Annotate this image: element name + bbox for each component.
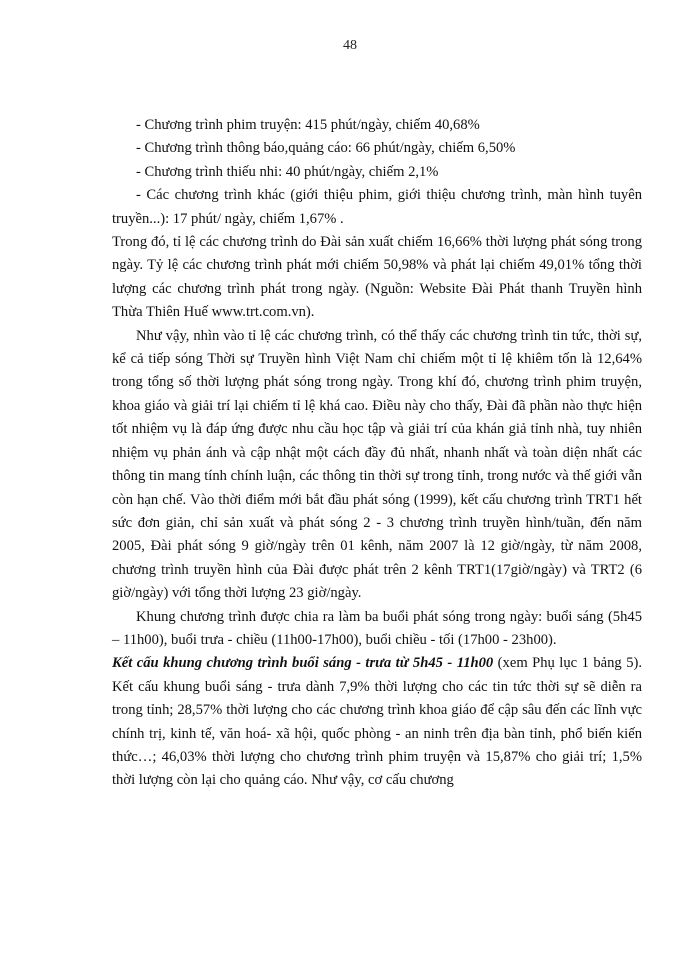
- paragraph-lead-heading: Kết cấu khung chương trình buổi sáng - trưa từ 5h45 - 11h00: [112, 655, 494, 672]
- paragraph-morning-structure: [112, 652, 642, 792]
- bullet-item: - Chương trình thông báo,quảng cáo: 66 phút/ngày, chiếm 6,50%: [136, 140, 516, 157]
- paragraph-body: (xem Phụ lục 1 bảng 5). Kết cấu khung buổi sáng - trưa dành 7,9% thời lượng cho các tin tức thời sự sẽ diễn ra trong tỉnh; 28,57% thời lượng cho các chương trình khoa giáo để cập sâu đến các lĩnh vực chính trị, kinh tế, văn hoá- xã hội, quốc phòng - an ninh trên địa bàn tỉnh, phổ biến kiến thức…; 46,03% thời lượng cho chương trình phim truyện và 15,87% cho giải trí; 1,5% thời lượng còn lại cho quảng cáo. Như vậy, cơ cấu chương: [112, 655, 642, 789]
- paragraph-analysis: Như vậy, nhìn vào tỉ lệ các chương trình, có thể thấy các chương trình tin tức, thời sự, kể cả tiếp sóng Thời sự Truyền hình Việt Nam chỉ chiếm một tỉ lệ khiêm tốn là 12,64% trong tổng số thời lượng phát sóng trong ngày. Trong khí đó, chương trình phim truyện, khoa giáo và giải trí lại chiếm tỉ lệ khá cao. Điều này cho thấy, Đài đã phần nào thực hiện tốt nhiệm vụ là đáp ứng được nhu cầu học tập và giải trí của khán giả tỉnh nhà, tuy nhiên nhiệm vụ phản ánh và cập nhật một cách đầy đủ nhất, nhanh nhất và toàn diện nhất các thông tin mang tính chính luận, các thông tin thời sự trong tỉnh, trong nước và thế giới vẫn còn hạn chế. Vào thời điểm mới bắt đầu phát sóng (1999), kết cấu chương trình TRT1 hết sức đơn giản, chỉ sản xuất và phát sóng 2 - 3 chương trình truyền hình/tuần, đến năm 2005, Đài phát sóng 9 giờ/ngày trên 01 kênh, năm 2007 là 12 giờ/ngày, từ năm 2008, chương trình truyền hình của Đài được phát trên 2 kênh TRT1(17giờ/ngày) và TRT2 (6 giờ/ngày) với tổng thời lượng 23 giờ/ngày.: [112, 327, 642, 602]
- paragraph-source: Trong đó, tỉ lệ các chương trình do Đài sản xuất chiếm 16,66% thời lượng phát sóng trong ngày. Tỷ lệ các chương trình phát mới chiếm 50,98% và phát lại chiếm 49,01% tổng thời lượng các chương trình phát trong ngày. (Nguồn: Website Đài Phát thanh Truyền hình Thừa Thiên Huế www.trt.com.vn).: [112, 234, 642, 321]
- bullet-item: - Chương trình thiếu nhi: 40 phút/ngày, chiếm 2,1%: [136, 163, 439, 180]
- paragraph-schedule: Khung chương trình được chia ra làm ba buổi phát sóng trong ngày: buổi sáng (5h45 – 11h00), buổi trưa - chiều (11h00-17h00), buổi chiều - tối (17h00 - 23h00).: [112, 608, 642, 648]
- page-number: 48: [343, 38, 357, 53]
- bullet-item: - Chương trình phim truyện: 415 phút/ngày, chiếm 40,68%: [136, 117, 480, 133]
- bullet-item: - Các chương trình khác (giới thiệu phim, giới thiệu chương trình, màn hình tuyên truyền...): 17 phút/ ngày, chiếm 1,67% .: [112, 187, 642, 227]
- page-content: [112, 114, 642, 793]
